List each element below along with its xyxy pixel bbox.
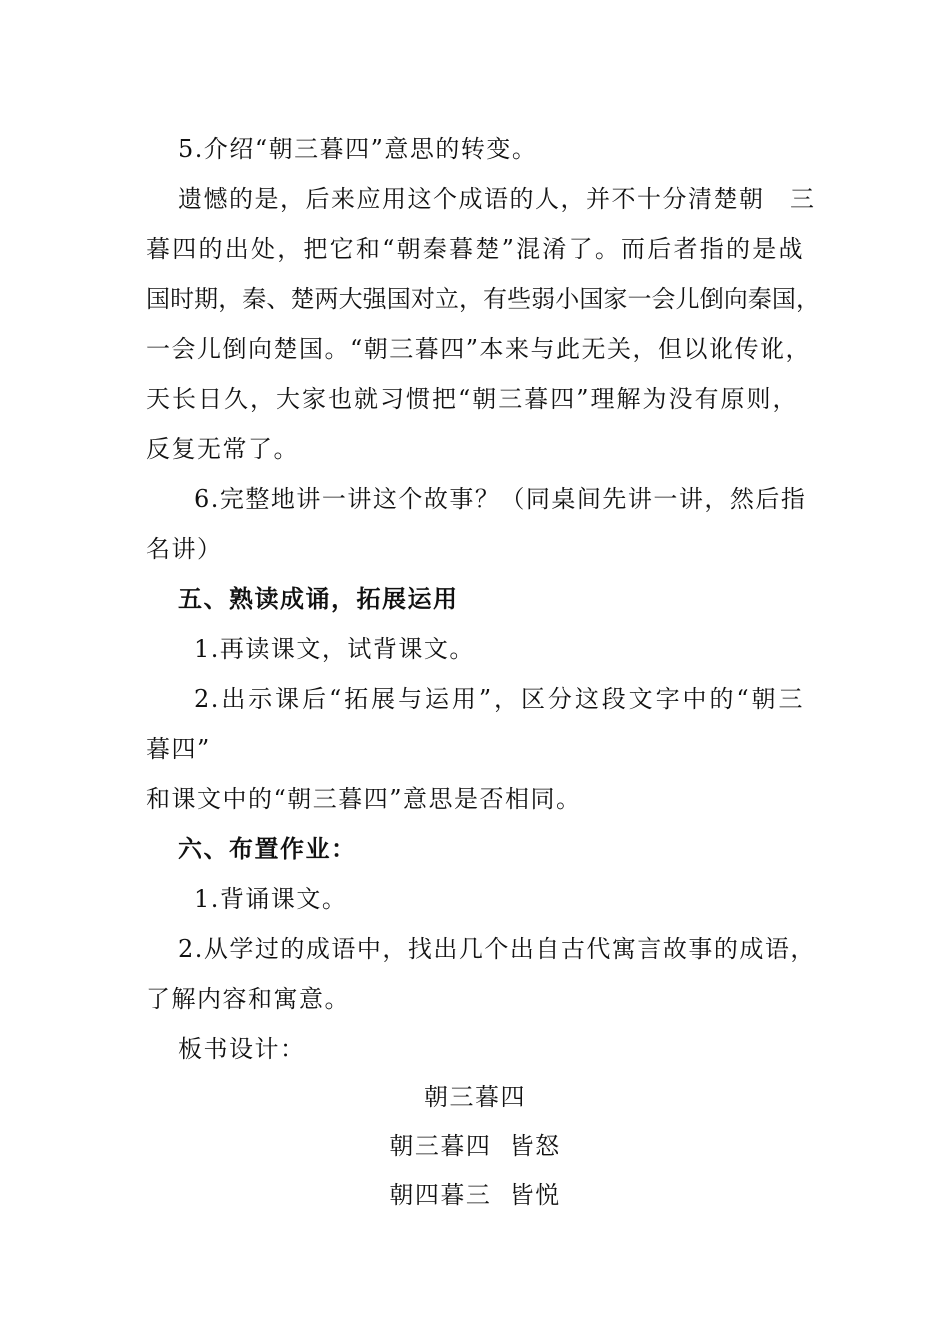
- board-line: 朝三暮四 皆怒: [389, 1132, 561, 1160]
- board-title: 朝三暮四: [424, 1083, 526, 1111]
- paragraph-line: 2.出示课后“拓展与运用”，区分这段文字中的“朝三: [194, 685, 804, 713]
- section-heading: 六、布置作业：: [178, 835, 357, 863]
- paragraph-line: 1.背诵课文。: [194, 885, 348, 913]
- paragraph-line: 一会儿倒向楚国。“朝三暮四”本来与此无关，但以讹传讹，: [146, 335, 812, 363]
- paragraph-line: 6.完整地讲一讲这个故事？（同桌间先讲一讲，然后指: [194, 485, 807, 513]
- board-design-label: 板书设计：: [178, 1035, 306, 1063]
- paragraph-line: 了解内容和寓意。: [146, 985, 350, 1013]
- section-heading: 五、熟读成诵，拓展运用: [178, 585, 459, 613]
- paragraph-line: 名讲）: [146, 535, 223, 563]
- board-line: 朝四暮三 皆悦: [389, 1181, 561, 1209]
- paragraph-line: 反复无常了。: [146, 435, 299, 463]
- paragraph-line: 和课文中的“朝三暮四”意思是否相同。: [146, 785, 582, 813]
- paragraph-line: 国时期，秦、楚两大强国对立，有些弱小国家一会儿倒向秦国，: [146, 285, 820, 313]
- paragraph-line: 暮四”: [146, 735, 211, 763]
- paragraph-line: 5.介绍“朝三暮四”意思的转变。: [178, 135, 538, 163]
- paragraph-line: 1.再读课文，试背课文。: [194, 635, 475, 663]
- paragraph-line: 2.从学过的成语中，找出几个出自古代寓言故事的成语，: [178, 935, 816, 963]
- paragraph-line: 暮四的出处，把它和“朝秦暮楚”混淆了。而后者指的是战: [146, 235, 804, 263]
- paragraph-line: 天长日久，大家也就习惯把“朝三暮四”理解为没有原则，: [146, 385, 798, 413]
- paragraph-line: 遗憾的是，后来应用这个成语的人，并不十分清楚朝 三: [178, 185, 816, 213]
